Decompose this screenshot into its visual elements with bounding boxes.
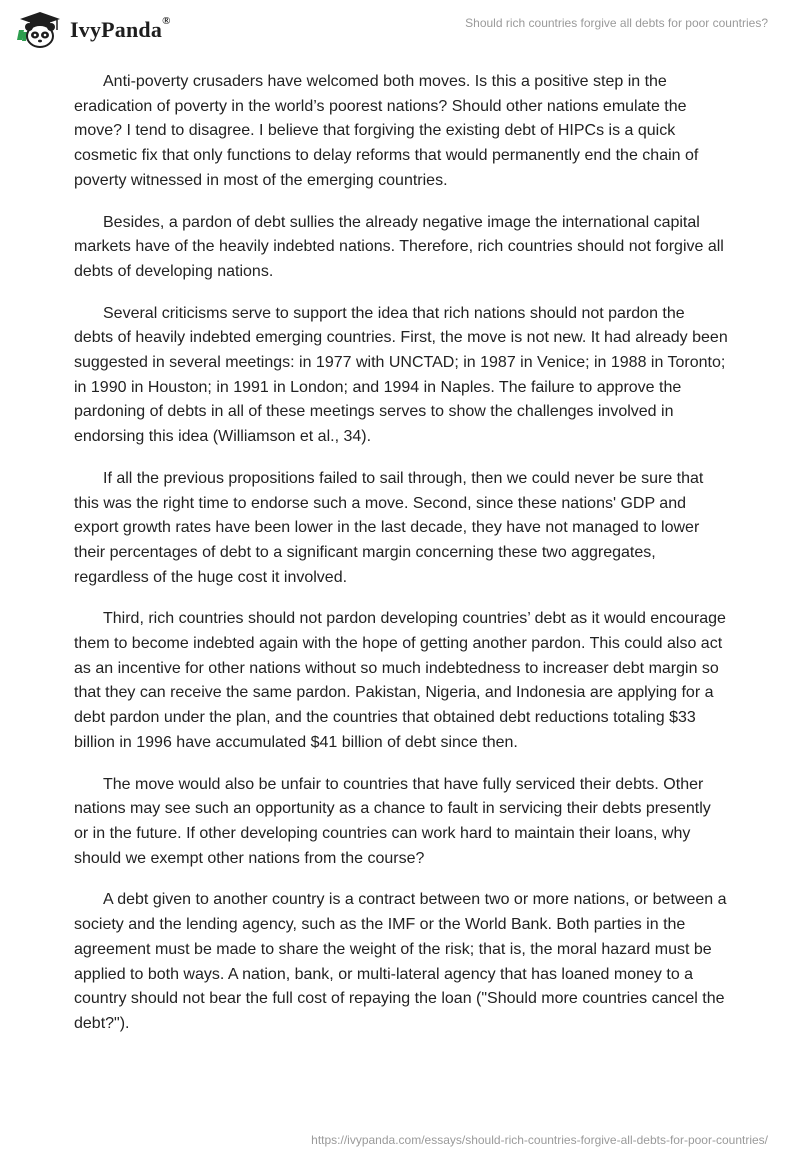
essay-body xyxy=(74,70,728,1054)
paragraph-2: Besides, a pardon of debt sullies the already negative image the international capital markets have of the heavily indebted nations. Therefore, rich countries should not forgive all debts of developing nations. xyxy=(74,213,724,280)
paragraph-7: A debt given to another country is a contract between two or more nations, or between a society and the lending agency, such as the IMF or the World Bank. Both parties in the agreement must be made to share the weight of the risk; that is, the moral hazard must be applied to both ways. A nation, bank, or multi-lateral agency that has loaned money to a country should not bear the full cost of repaying the loan ("Should more countries cancel the debt?"). xyxy=(74,891,727,1032)
document-title: Should rich countries forgive all debts for poor countries? xyxy=(465,16,768,30)
brand-name: IvyPanda® xyxy=(70,15,171,42)
panda-logo-icon xyxy=(16,10,64,50)
paragraph-3: Several criticisms serve to support the idea that rich nations should not pardon the debts of heavily indebted emerging countries. First, the move is not new. It had already been suggested in several meetings: in 1977 with UNCTAD; in 1987 in Venice; in 1988 in Toronto; in 1990 in Houston; in 1991 in London; and 1994 in Naples. The failure to approve the pardoning of debts in all of these meetings serves to show the challenges involved in endorsing this idea (Williamson et al., 34). xyxy=(74,304,728,446)
paragraph-6: The move would also be unfair to countries that have fully serviced their debts. Other nations may see such an opportunity as a chance to fault in servicing their debts presently or in the future. If other developing countries can work hard to maintain their loans, why should we exempt other nations from the course? xyxy=(74,775,711,867)
paragraph-4: If all the previous propositions failed to sail through, then we could never be sure that this was the right time to endorse such a move. Second, since these nations' GDP and export growth rates have been lower in the last decade, they have not managed to lower their percentages of debt to a significant margin concerning these two aggregates, regardless of the huge cost it involved. xyxy=(74,469,704,586)
brand-logo[interactable] xyxy=(16,10,171,50)
registered-mark: ® xyxy=(162,15,171,27)
paragraph-5: Third, rich countries should not pardon developing countries’ debt as it would encourage them to become indebted again with the hope of getting another pardon. This could also act as an incentive for other nations without so much indebtedness to increaser debt margin so that they can receive the same pardon. Pakistan, Nigeria, and Indonesia are applying for a debt pardon under the plan, and the countries that obtained debt reductions totaling $33 billion in 1996 have accumulated $41 billion of debt since then. xyxy=(74,610,726,751)
page-header xyxy=(0,0,800,60)
source-url-link[interactable]: https://ivypanda.com/essays/should-rich-countries-forgive-all-debts-for-poor-countries/ xyxy=(311,1133,768,1147)
paragraph-1: Anti-poverty crusaders have welcomed both moves. Is this a positive step in the eradication of poverty in the world’s poorest nations? Should other nations emulate the move? I tend to disagree. I believe that forgiving the existing debt of HIPCs is a quick cosmetic fix that only functions to delay reforms that would permanently end the chain of poverty witnessed in most of the emerging countries. xyxy=(74,73,699,189)
